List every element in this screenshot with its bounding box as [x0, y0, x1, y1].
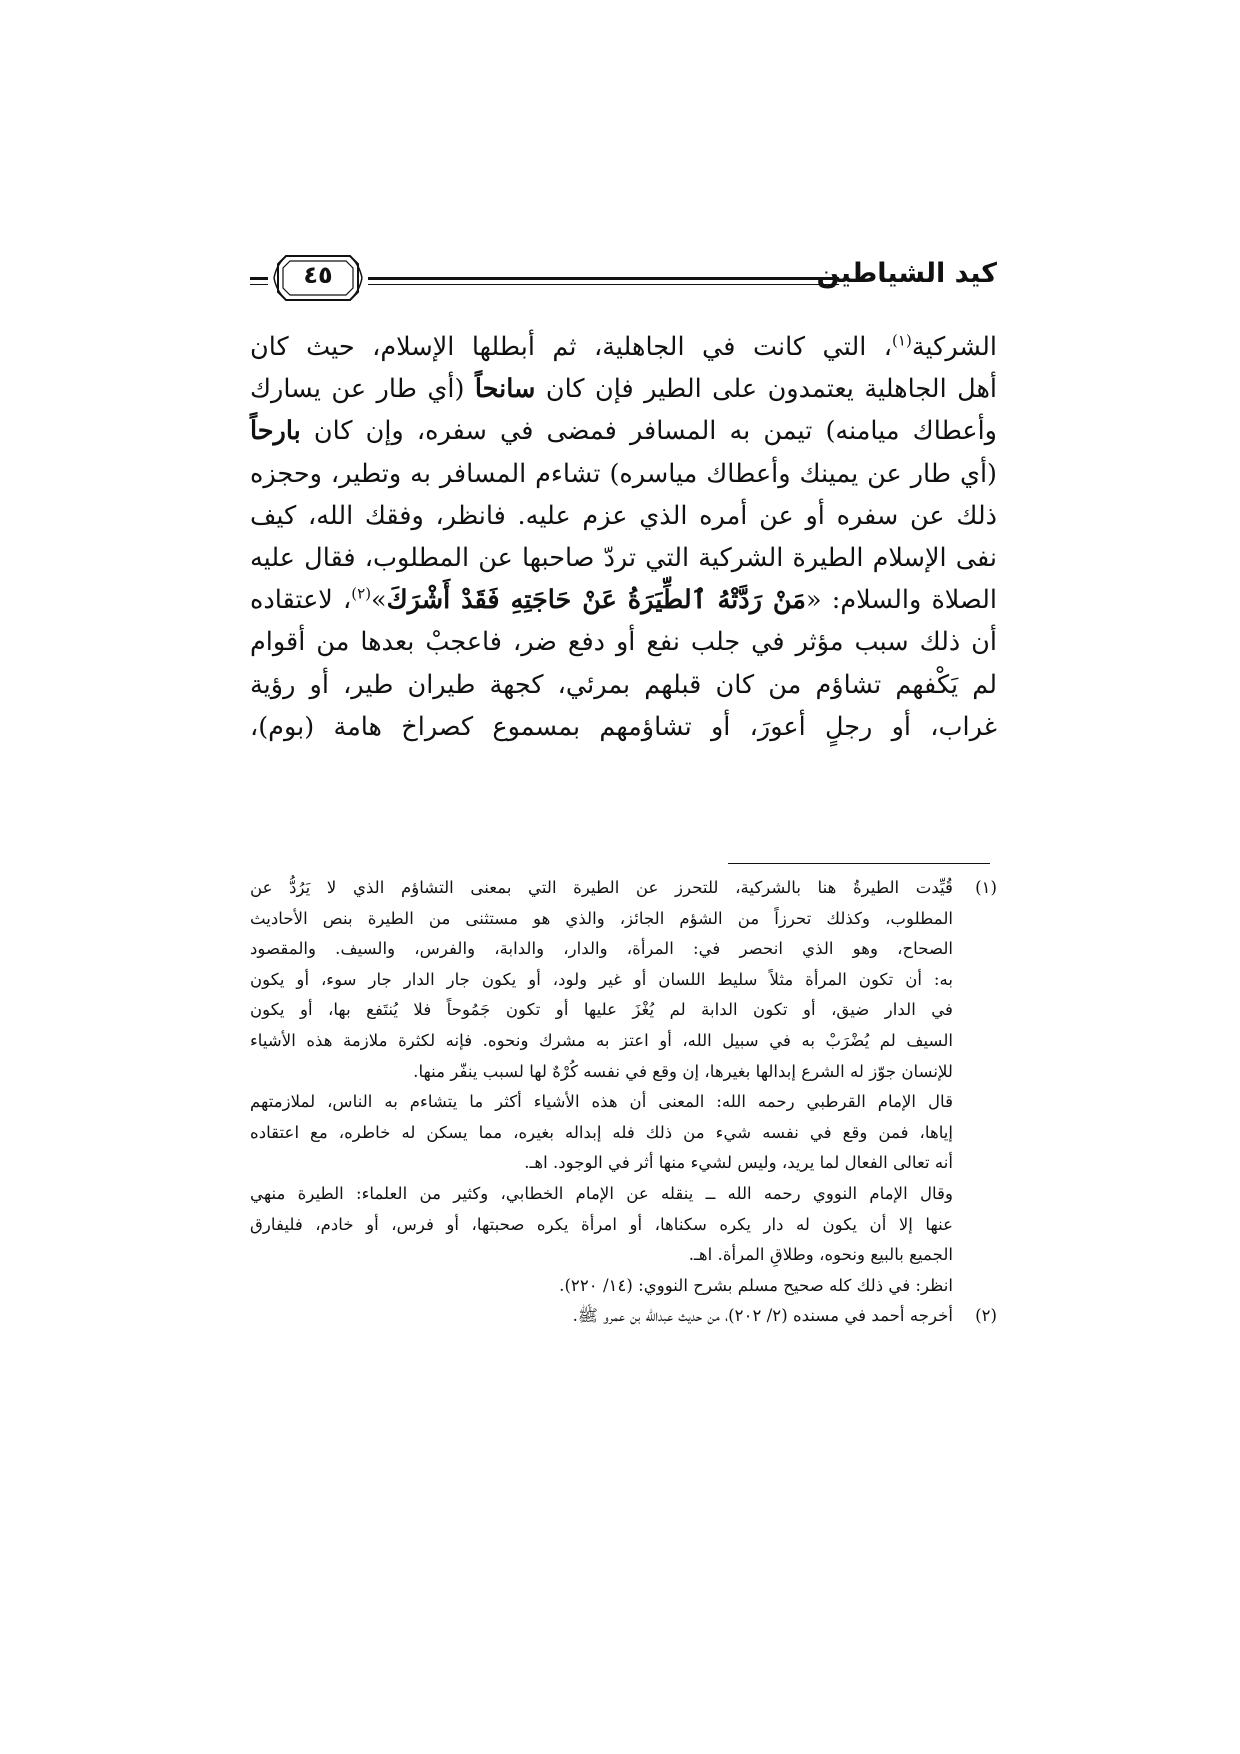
header-rule	[368, 277, 839, 285]
footnote-line: أخرجه أحمد في مسنده (٢/ ٢٠٢)، من حديث عبدالله بن عمرو ﷺ.	[572, 1306, 953, 1326]
footnote-line: السيف لم يُضْرَبْ به في سبيل الله، أو اعتز به مشرك ونحوه. فإنه لكثرة ملازمة هذه الأشياء	[250, 1030, 953, 1050]
term-barihan: بارحاً	[250, 416, 301, 447]
footnote-number: (٢)	[975, 1306, 997, 1326]
footnote-number: (١)	[975, 878, 997, 897]
footnote-line: الصحاح، وهو الذي انحصر في: المرأة، والدار، والدابة، والفرس، والسيف. والمقصود	[250, 939, 953, 959]
book-title: كيد الشياطين	[816, 258, 997, 289]
term-sanihan: سانحاً	[474, 374, 536, 405]
footnote-line: للإنسان جوّز له الشرع إبدالها بغيرها، إن وقع في نفسه كُرْهٌ لها لسبب ينفّر منها.	[413, 1061, 953, 1081]
footnote-2	[250, 1301, 997, 1332]
text-line: غراب، أو رجلٍ أعورَ، أو تشاؤمهم بمسموع كصراخ هامة (بوم)،	[250, 711, 997, 742]
footnote-line: إياها، فمن وقع في نفسه شيء من ذلك فله إبداله بغيره، مما يسكن له خاطره، مع اعتقاده	[250, 1122, 953, 1142]
text-line: أهل الجاهلية يعتمدون على الطير فإن كان سانحاً (أي طار عن يسارك	[250, 374, 997, 405]
hadith-quote: مَنْ رَدَّتْهُ ٱلطِّيَرَةُ عَنْ حَاجَتِهِ فَقَدْ أَشْرَكَ	[386, 585, 806, 616]
text-line: أن ذلك سبب مؤثر في جلب نفع أو دفع ضر، فاعجبْ بعدها من أقوام	[250, 627, 997, 658]
footnote-ref: (٢)	[351, 584, 372, 603]
footnote-line: في الدار ضيق، أو تكون الدابة لم يُغْزَ عليها أو تكون جَمُوحاً فلا يُنتَفع بها، أو يكون	[250, 1000, 953, 1020]
text-line: (أي طار عن يمينك وأعطاك مياسره) تشاءم المسافر به وتطير، وحجزه	[250, 458, 997, 489]
footnote-line: المطلوب، وكذلك تحرزاً من الشؤم الجائز، والذي هو مستثنى من الطيرة بنص الأحاديث	[250, 908, 953, 928]
footnotes	[250, 873, 997, 1332]
footnote-body	[250, 873, 953, 1301]
footnote-line: عنها إلا أن يكون له دار يكره سكناها، أو امرأة يكره صحبتها، أو فرس، أو خادم، فليفارق	[250, 1214, 953, 1234]
text-line: الصلاة والسلام: «مَنْ رَدَّتْهُ ٱلطِّيَرَةُ عَنْ حَاجَتِهِ فَقَدْ أَشْرَكَ»$^{(٢)}$، لاعتقاده	[250, 584, 997, 616]
footnote-body	[250, 1301, 953, 1332]
text-line: لم يَكْفهم تشاؤم من كان قبلهم بمرئي، كجهة طيران طير، أو رؤية	[250, 669, 997, 700]
footnote-line: قُيِّدت الطيرةُ هنا بالشركية، للتحرز عن الطيرة التي بمعنى التشاؤم الذي لا يَرُدُّ عن	[250, 878, 953, 897]
text-line: الشركية$^{(١)}$، التي كانت في الجاهلية، ثم أبطلها الإسلام، حيث كان	[250, 331, 997, 362]
text-line: ذلك عن سفره أو عن أمره الذي عزم عليه. فانظر، وفقك الله، كيف	[250, 500, 997, 531]
footnote-line: الجميع بالبيع ونحوه، وطلاقِ المرأة. اهـ.	[688, 1245, 953, 1265]
page-number-frame	[272, 250, 364, 306]
main-text	[250, 326, 997, 748]
header-rule-left	[250, 277, 268, 285]
footnote-ref: (١)	[892, 331, 912, 350]
footnote-line: وقال الإمام النووي رحمه الله ــ ينقله عن الإمام الخطابي، وكثير من العلماء: الطيرة منهي	[250, 1183, 953, 1203]
footnote-line: انظر: في ذلك كله صحيح مسلم بشرح النووي: (١٤/ ٢٢٠).	[559, 1275, 953, 1295]
footnote-1	[250, 873, 997, 1301]
text-line: وأعطاك ميامنه) تيمن به المسافر فمضى في سفره، وإن كان بارحاً	[250, 416, 997, 447]
text-line: نفى الإسلام الطيرة الشركية التي تردّ صاحبها عن المطلوب، فقال عليه	[250, 543, 997, 574]
footnote-line: به: أن تكون المرأة مثلاً سليط اللسان أو غير ولود، أو يكون جار الدار جار سوء، أو يكون	[250, 969, 953, 989]
page-number: ٤٥	[303, 261, 333, 289]
page-header	[250, 250, 997, 310]
footnote-separator	[728, 863, 990, 864]
footnote-line: أنه تعالى الفعال لما يريد، وليس لشيء منها أثر في الوجود. اهـ.	[524, 1153, 953, 1173]
footnote-line: قال الإمام القرطبي رحمه الله: المعنى أن هذه الأشياء أكثر ما يتشاءم به الناس، لملازمتهم	[250, 1092, 953, 1112]
